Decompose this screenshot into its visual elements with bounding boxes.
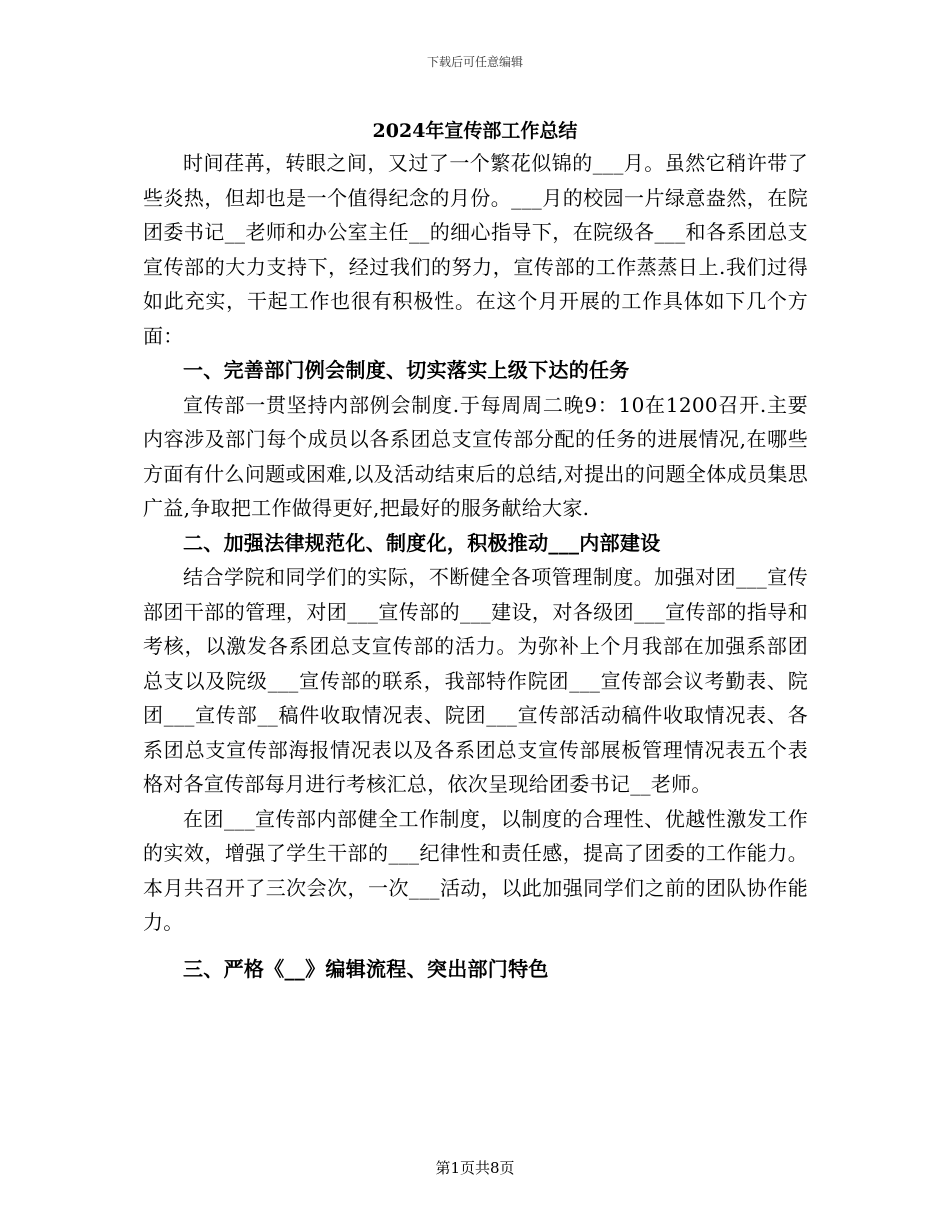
page-number: 第1页共8页 bbox=[435, 1159, 515, 1177]
section-2-paragraph-1: 结合学院和同学们的实际，不断健全各项管理制度。加强对团___宣传部团干部的管理，对团___宣传部的___建设，对各级团___宣传部的指导和考核，以激发各系团总支宣传部的活力。为弥补上个月我部在加强系部团总支以及院级___宣传部的联系，我部特作院团___宣传部会议考勤表、院团___宣传部__稿件收取情况表、院团___宣传部活动稿件收取情况表、各系团总支宣传部海报情况表以及各系团总支宣传部展板管理情况表五个表格对各宣传部每月进行考核汇总，依次呈现给团委书记__老师。 bbox=[143, 565, 808, 796]
section-3-heading: 三、严格《__》编辑流程、突出部门特色 bbox=[183, 956, 549, 981]
intro-paragraph: 时间荏苒，转眼之间，又过了一个繁花似锦的___月。虽然它稍许带了些炎热，但却也是一个值得纪念的月份。___月的校园一片绿意盎然，在院团委书记__老师和办公室主任__的细心指导下，在院级各___和各系团总支宣传部的大力支持下，经过我们的努力，宣传部的工作蒸蒸日上.我们过得如此充实，干起工作也很有积极性。在这个月开展的工作具体如下几个方面： bbox=[143, 151, 808, 348]
section-spacer bbox=[143, 940, 808, 952]
document-body bbox=[143, 146, 808, 986]
section-2-heading: 二、加强法律规范化、制度化，积极推动___内部建设 bbox=[183, 530, 661, 555]
header-note: 下载后可任意编辑 bbox=[426, 55, 523, 69]
section-1-heading: 一、完善部门例会制度、切实落实上级下达的任务 bbox=[183, 358, 630, 382]
document-title: 2024年宣传部工作总结 bbox=[372, 120, 578, 142]
section-1-paragraph: 宣传部一贯坚持内部例会制度.于每周周二晚9：10在1200召开.主要内容涉及部门每个成员以各系团总支宣传部分配的任务的进展情况,在哪些方面有什么问题或困难,以及活动结束后的总结,对提出的问题全体成员集思广益,争取把工作做得更好,把最好的服务献给大家. bbox=[143, 392, 808, 520]
section-2-paragraph-2: 在团___宣传部内部健全工作制度，以制度的合理性、优越性激发工作的实效，增强了学生干部的___纪律性和责任感，提高了团委的工作能力。本月共召开了三次会次，一次___活动，以此加强同学们之前的团队协作能力。 bbox=[143, 806, 808, 934]
